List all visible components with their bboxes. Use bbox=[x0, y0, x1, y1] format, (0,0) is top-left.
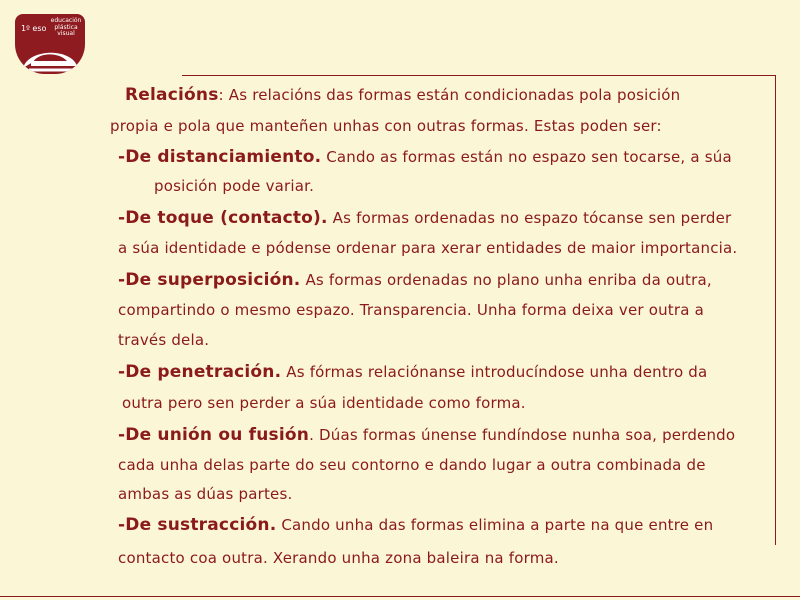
item-superposicion-line-3: través dela. bbox=[118, 331, 210, 349]
item-sustraccion-line-2: contacto coa outra. Xerando unha zona baleira na forma. bbox=[118, 549, 559, 567]
divider-right bbox=[775, 75, 776, 545]
item-distanciamiento-line-2: posición pode variar. bbox=[154, 177, 315, 195]
item-sustraccion: -De sustracción. Cando unha das formas elimina a parte na que entre en bbox=[118, 515, 714, 535]
divider-bottom bbox=[0, 596, 800, 597]
intro-line-1: Relacións: As relacións das formas están condicionadas pola posición bbox=[125, 85, 681, 105]
intro-line-2: propia e pola que manteñen unhas con outras formas. Estas poden ser: bbox=[110, 117, 662, 135]
item-union-fusion-line-2: cada unha delas parte do seu contorno e dando lugar a outra combinada de bbox=[118, 456, 706, 474]
logo-subject: educación plástica visual bbox=[50, 17, 82, 37]
logo-e-shape-icon bbox=[15, 44, 85, 74]
item-penetracion: -De penetración. As fórmas relaciónanse introducíndose unha dentro da bbox=[118, 362, 708, 382]
item-toque-line-2: a súa identidade e pódense ordenar para xerar entidades de maior importancia. bbox=[118, 239, 738, 257]
item-penetracion-line-2: outra pero sen perder a súa identidade como forma. bbox=[122, 394, 526, 412]
logo-grade: 1º eso bbox=[21, 24, 47, 33]
course-logo bbox=[15, 14, 85, 74]
intro-heading: Relacións bbox=[125, 85, 219, 105]
item-union-fusion-line-3: ambas as dúas partes. bbox=[118, 485, 293, 503]
item-toque: -De toque (contacto). As formas ordenadas no espazo tócanse sen perder bbox=[118, 208, 732, 228]
item-union-fusion: -De unión ou fusión. Dúas formas únense fundíndose nunha soa, perdendo bbox=[118, 425, 736, 445]
item-superposicion-line-2: compartindo o mesmo espazo. Transparencia. Unha forma deixa ver outra a bbox=[118, 301, 705, 319]
item-distanciamiento: -De distanciamiento. Cando as formas están no espazo sen tocarse, a súa bbox=[118, 147, 732, 167]
divider-top bbox=[182, 75, 776, 76]
item-superposicion: -De superposición. As formas ordenadas no plano unha enriba da outra, bbox=[118, 270, 712, 290]
